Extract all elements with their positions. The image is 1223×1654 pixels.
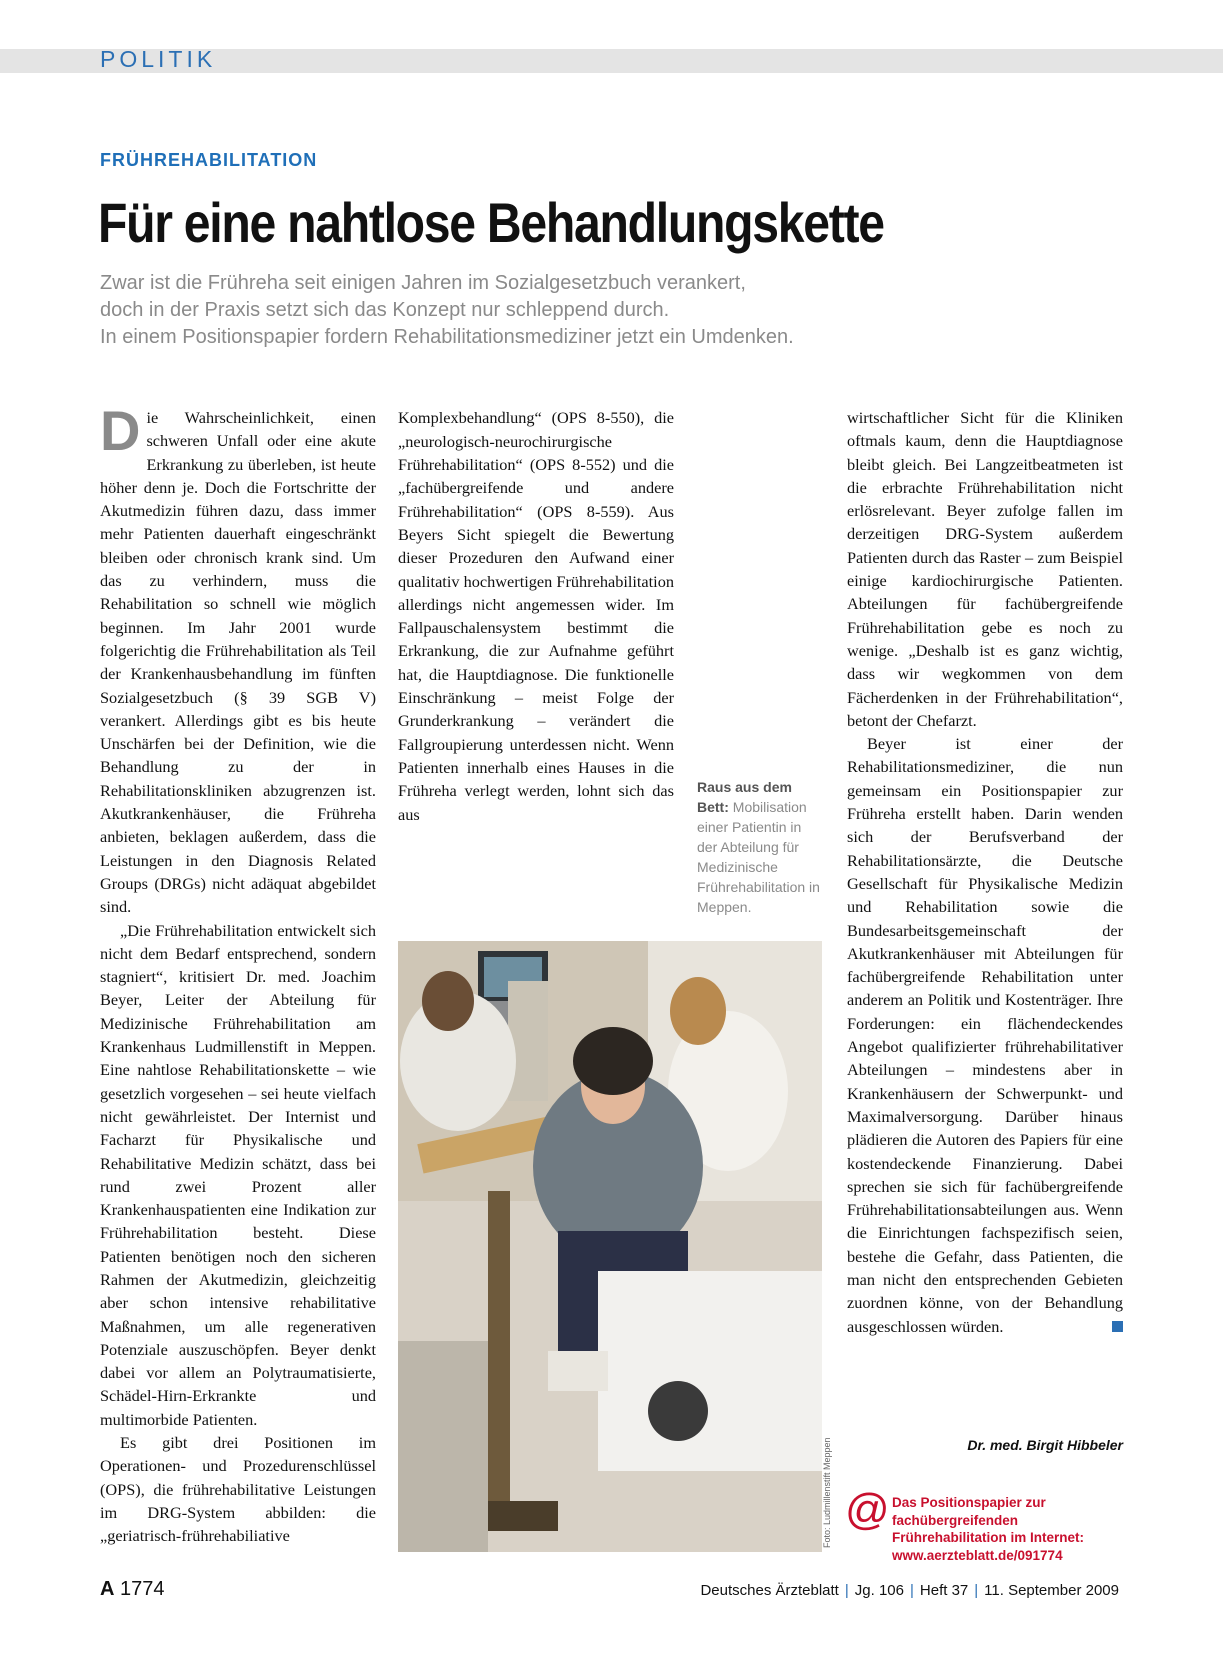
journal-date: 11. September 2009: [984, 1582, 1119, 1599]
photo-caption: [697, 777, 825, 917]
article-photo: [398, 941, 822, 1552]
deck-line: Zwar ist die Frühreha seit einigen Jahren im Sozialgesetzbuch verankert,: [100, 272, 746, 294]
journal-issue: Heft 37: [919, 1582, 969, 1599]
at-icon: @: [845, 1485, 890, 1534]
column-3: [847, 406, 1123, 1338]
paragraph: ie Wahrscheinlichkeit, einen schweren Unfall oder eine akute Erkrankung zu überleben, ist heute höher denn je. Doch die Fortschritte der Akutmedizin führen dazu, dass immer mehr Patienten dauerhaft eingeschränkt bleiben oder chronisch krank sind. Um das zu verhindern, muss die Rehabilitation so schnell wie möglich beginnen. Im Jahr 2001 wurde folgerichtig die Frührehabilitation als Teil der Krankenhausbehandlung im fünften Sozialgesetzbuch (§ 39 SGB V) verankert. Allerdings gibt es bis heute Unschärfen bei der Definition, wie die Behandlung zu der in Rehabilitationskliniken abzugrenzen ist. Akutkrankenhäuser, die Frühreha anbieten, beklagen außerdem, dass die Leistungen in den Diagnosis Related Groups (DRGs) nicht adäquat abgebildet sind.: [100, 408, 376, 917]
deck-line: doch in der Praxis setzt sich das Konzept nur schleppend durch.: [100, 299, 670, 321]
page-prefix: A: [100, 1578, 115, 1600]
caption-text: Mobilisation einer Patientin in der Abteilung für Medizinische Frührehabilitation in Meppen.: [697, 799, 820, 915]
article-kicker: FRÜHREHABILITATION: [100, 150, 318, 170]
photo-credit: Foto: Ludmillenstift Meppen: [822, 1437, 832, 1548]
article-title: Für eine nahtlose Behandlungskette: [98, 191, 884, 254]
paragraph: [847, 732, 1123, 1338]
paragraph: wirtschaftlicher Sicht für die Kliniken oftmals kaum, denn die Hauptdiagnose bleibt gleich. Bei Langzeitbeatmeten ist die erbrachte Frührehabilitation nicht erlösrelevant. Beyer zufolge fallen im derzeitigen DRG-System außerdem Patienten durch das Raster – zum Beispiel einige kardiochirurgische Patienten. Abteilungen für fachübergreifende Frührehabilitation gebe es noch zu wenige. „Deshalb ist es ganz wichtig, dass wir wegkommen von dem Fächerdenken in der Frührehabilitation“, betont der Chefarzt.: [847, 408, 1123, 730]
end-mark-icon: [1112, 1321, 1123, 1332]
page-number-value: 1774: [120, 1578, 165, 1600]
caption-title: Raus aus dem Bett:: [697, 779, 792, 815]
journal-footer: Deutsches Ärzteblatt | Jg. 106 | Heft 37 | 11. September 2009: [700, 1582, 1119, 1599]
column-2: [398, 406, 674, 886]
section-label: POLITIK: [100, 46, 217, 72]
page-number: [100, 1578, 165, 1601]
paragraph-text: Beyer ist einer der Rehabilitationsmediziner, die nun gemeinsam ein Positionspapier zur Frühreha erstellt haben. Darin wenden sich der Berufsverband der Rehabilitationsärzte, die Deutsche Gesellschaft für Physikalische Medizin und Rehabilitation sowie die Bundesarbeitsgemeinschaft der Akutkrankenhäuser mit Abteilungen für fachübergreifende Rehabilitation unter anderem an Politik und Kostenträger. Ihre Forderungen: ein flächendeckendes Angebot qualifizierter frührehabilitativer Abteilungen – mindestens aber in Krankenhäusern der Schwerpunkt- und Maximalversorgung. Darüber hinaus plädieren die Autoren des Papiers für eine kostendeckende Finanzierung. Dabei sprechen sie sich für fachübergreifende Frührehabilitationsabteilungen aus. Wenn die Einrichtungen fachspezifisch seien, bestehe die Gefahr, dass Patienten, die man nicht den entsprechenden Gebieten zuordnen könne, von der Behandlung ausgeschlossen würden.: [847, 734, 1123, 1336]
article-deck: [100, 270, 1000, 351]
journal-name: Deutsches Ärzteblatt: [700, 1582, 839, 1599]
web-reference[interactable]: Das Positionspapier zur fachübergreifenden Frührehabilitation im Internet: www.aerzteblatt.de/091774: [892, 1495, 1085, 1563]
paragraph: „Die Frührehabilitation entwickelt sich nicht dem Bedarf entsprechend, sondern stagniert“, kritisiert Dr. med. Joachim Beyer, Leiter der Abteilung für Medizinische Frührehabilitation am Krankenhaus Ludmillenstift in Meppen. Eine nahtlose Rehabilitationskette – wie gesetzlich vorgesehen – sei heute vielfach nicht gewährleistet. Der Internist und Facharzt für Physikalische und Rehabilitative Medizin schätzt, dass bei rund zwei Prozent aller Krankenhauspatienten eine Indikation zur Frührehabilitation besteht. Diese Patienten benötigen noch den sicheren Rahmen der Akutmedizin, gleichzeitig aber schon intensive rehabilitative Maßnahmen, um alle regenerativen Potenziale auszuschöpfen. Beyer denkt dabei vor allem an Polytraumatisierte, Schädel-Hirn-Erkrankte und multimorbide Patienten.: [100, 920, 376, 1429]
drop-cap: D: [100, 399, 141, 462]
author-byline: Dr. med. Birgit Hibbeler: [967, 1437, 1123, 1453]
paragraph-continued: Komplexbehandlung“ (OPS 8-550), die „neurologisch-neurochirurgische Frührehabilitation“ (OPS 8-552) und die „fachübergreifende und andere Frührehabilitation“ (OPS 8-559). Aus Beyers Sicht spiegelt die Bewertung dieser Prozeduren den Aufwand einer qualitativ hochwertigen Frührehabilitation allerdings nicht angemessen wider. Im Fallpauschalensystem bestimmt die Erkrankung, die zur Aufnahme geführt hat, die Hauptdiagnose. Die funktionelle Einschränkung – meist Folge der Grunderkrankung – verändert die Fallgroupierung unterdessen nicht. Wenn Patienten innerhalb eines Hauses in die Frühreha verlegt werden, lohnt sich das aus: [398, 408, 674, 824]
journal-volume: Jg. 106: [854, 1582, 904, 1599]
paragraph: Es gibt drei Positionen im Operationen- und Prozedurenschlüssel (OPS), die frührehabilitative Leistungen im DRG-System abbilden: die „geriatrisch-frührehabiliative: [100, 1433, 376, 1546]
deck-line: In einem Positionspapier fordern Rehabilitationsmediziner jetzt ein Umdenken.: [100, 326, 794, 348]
column-1: [100, 399, 376, 1547]
